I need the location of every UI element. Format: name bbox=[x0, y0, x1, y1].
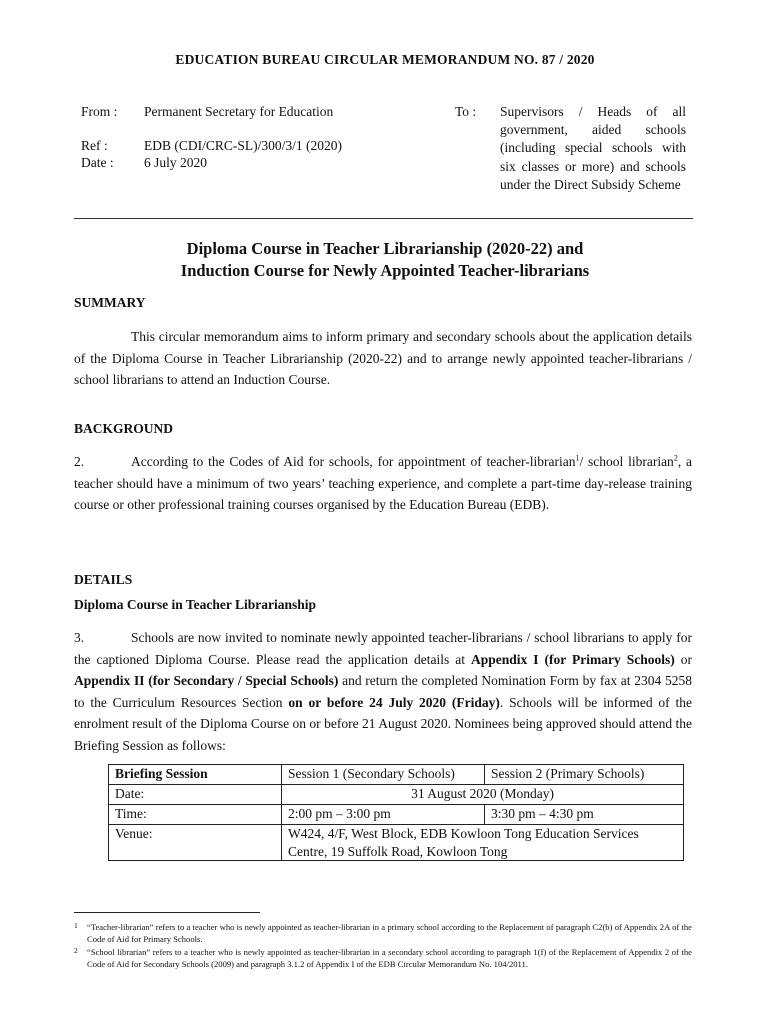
time-label-cell: Time: bbox=[109, 805, 282, 825]
details-heading: DETAILS bbox=[74, 572, 133, 587]
footnote-ref-2: 2 bbox=[673, 453, 678, 463]
venue-label-cell: Venue: bbox=[109, 825, 282, 861]
time2-cell: 3:30 pm – 4:30 pm bbox=[485, 805, 684, 825]
table-row bbox=[109, 785, 684, 805]
footnote-text: “Teacher-librarian” refers to a teacher who is newly appointed as teacher-librarian in a primary school according to the Replacement of paragraph C2(b) of Appendix 2A of the Code of Aid for Primary Schools. bbox=[87, 922, 692, 944]
venue-value-cell: W424, 4/F, West Block, EDB Kowloon Tong Education Services Centre, 19 Suffolk Road, Kowloon Tong bbox=[282, 825, 684, 861]
document-title-line1: Diploma Course in Teacher Librarianship (2020-22) and bbox=[186, 239, 584, 258]
to-label: To : bbox=[455, 104, 477, 119]
date-label-cell: Date: bbox=[109, 785, 282, 805]
header-divider bbox=[74, 218, 693, 219]
background-text-2: / school librarian bbox=[579, 454, 674, 469]
summary-heading: SUMMARY bbox=[74, 295, 146, 310]
background-paragraph bbox=[74, 451, 692, 516]
document-title-line2: Induction Course for Newly Appointed Teacher-librarians bbox=[180, 261, 590, 280]
date-value-cell: 31 August 2020 (Monday) bbox=[282, 785, 684, 805]
document-title bbox=[0, 238, 770, 282]
details-text-2: or bbox=[674, 651, 692, 667]
briefing-table bbox=[108, 764, 684, 861]
appendix-i-reference: Appendix I (for Primary Schools) bbox=[471, 651, 675, 667]
details-paragraph bbox=[74, 627, 692, 756]
background-heading: BACKGROUND bbox=[74, 421, 174, 436]
footnote-mark: 1 bbox=[74, 921, 78, 930]
footnote-text: “School librarian” refers to a teacher who is newly appointed as teacher-librarian in a secondary school according to paragraph 1(f) of the Replacement of Appendix 2 of the Code of Aid for Secondary Schools (2009) and paragraph 3.1.2 of Appendix I of the EDB Circular Memorandum No. 104/2011. bbox=[87, 947, 692, 969]
footnote-1 bbox=[74, 922, 692, 945]
details-subheading: Diploma Course in Teacher Librarianship bbox=[74, 597, 317, 612]
session2-cell: Session 2 (Primary Schools) bbox=[485, 765, 684, 785]
background-text-3: , a teacher should have a minimum of two years’ teaching experience, and complete a part-time day-release training course or other professional training courses organised by the Education Bureau (EDB). bbox=[74, 454, 692, 512]
paragraph-number: 2. bbox=[74, 454, 85, 469]
table-row bbox=[109, 805, 684, 825]
from-label: From : bbox=[81, 104, 118, 119]
ref-value: EDB (CDI/CRC-SL)/300/3/1 (2020) bbox=[144, 138, 342, 153]
table-row bbox=[109, 825, 684, 861]
background-text-1: According to the Codes of Aid for schools, for appointment of teacher-librarian bbox=[131, 454, 576, 469]
paragraph-number: 3. bbox=[74, 630, 85, 645]
time1-cell: 2:00 pm – 3:00 pm bbox=[282, 805, 485, 825]
date-label: Date : bbox=[81, 155, 114, 170]
summary-text: This circular memorandum aims to inform primary and secondary schools about the application details of the Diploma Course in Teacher Librarianship (2020-22) and to arrange newly appointed teacher-librarians / school librarians to attend an Induction Course. bbox=[74, 329, 692, 387]
details-text-3: and return the completed Nomination Form by fax at 2304 5258 to the Curriculum Resources Section bbox=[74, 673, 692, 710]
table-row bbox=[109, 765, 684, 785]
session1-cell: Session 1 (Secondary Schools) bbox=[282, 765, 485, 785]
details-text-4: . Schools will be informed of the enrolment result of the Diploma Course on or before 21 August 2020. Nominees being approved should attend the Briefing Session as follows: bbox=[74, 694, 692, 753]
memo-title: EDUCATION BUREAU CIRCULAR MEMORANDUM NO. 87 / 2020 bbox=[175, 52, 595, 67]
footnote-ref-1: 1 bbox=[575, 453, 580, 463]
ref-label: Ref : bbox=[81, 138, 108, 153]
details-text-1: Schools are now invited to nominate newly appointed teacher-librarians / school librarians to apply for the captioned Diploma Course. Please read the application details at bbox=[74, 630, 692, 667]
summary-paragraph bbox=[74, 326, 692, 391]
appendix-ii-reference: Appendix II (for Secondary / Special Schools) bbox=[74, 673, 339, 688]
deadline-text: on or before 24 July 2020 (Friday) bbox=[288, 694, 500, 710]
footnote-divider bbox=[74, 912, 260, 913]
footnote-mark: 2 bbox=[74, 946, 78, 955]
date-value: 6 July 2020 bbox=[144, 155, 208, 170]
footnote-2 bbox=[74, 947, 692, 970]
from-value: Permanent Secretary for Education bbox=[144, 104, 334, 119]
to-value: Supervisors / Heads of all government, aided schools (including special schools with six classes or more) and schools under the Direct Subsidy Scheme bbox=[500, 104, 686, 192]
briefing-header-cell: Briefing Session bbox=[109, 765, 282, 785]
